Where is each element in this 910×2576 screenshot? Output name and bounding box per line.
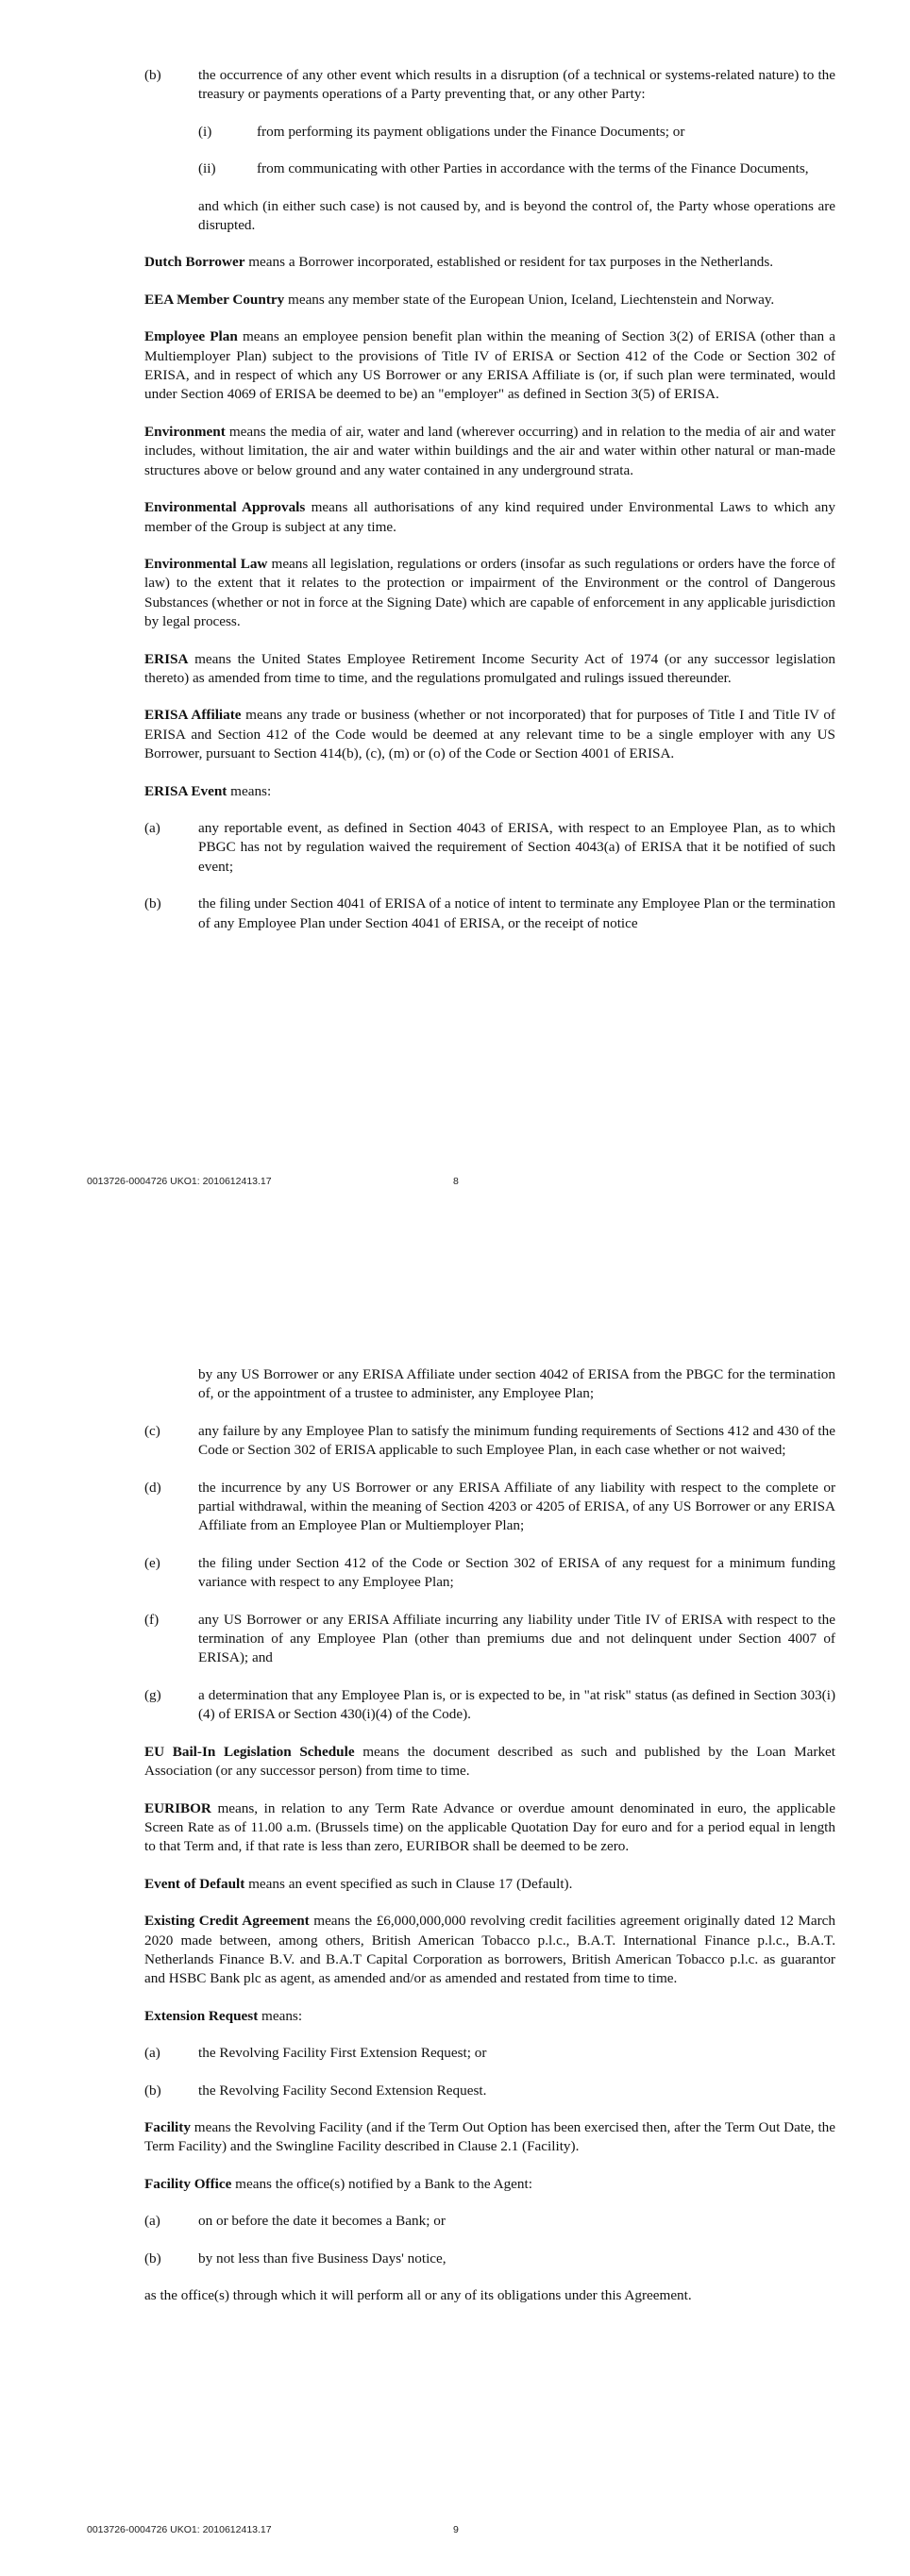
list-item xyxy=(144,2250,835,2268)
definition-text: means a Borrower incorporated, established or resident for tax purposes in the Netherlands. xyxy=(244,254,774,271)
document-reference: 0013726-0004726 UKO1: 2010612413.17 xyxy=(87,2524,272,2535)
definition xyxy=(144,2007,835,2026)
definition-text: means: xyxy=(258,2007,303,2024)
item-label: (ii) xyxy=(198,160,216,177)
item-text: the filing under Section 4041 of ERISA of a notice of intent to terminate any Employee Plan or the termination of any Employee Plan under Section 4041 of ERISA, or the receipt of notice xyxy=(198,895,835,931)
definition xyxy=(144,706,835,763)
item-text: the Revolving Facility First Extension Request; or xyxy=(198,2045,487,2062)
definition-text: means any trade or business (whether or not incorporated) that for purposes of Title I and Title IV of ERISA and Section 412 of the Code would be deemed at any relevant time to be a single employer with any US Borrower, pursuant to Section 414(b), (c), (m) or (o) of the Code or Section 4001 of ERISA. xyxy=(144,707,835,762)
defined-term: EEA Member Country xyxy=(144,291,285,308)
definition-text: means the United States Employee Retirement Income Security Act of 1974 (or any successor legislation thereto) as amended from time to time, and the regulations promulgated and rulings issued thereunder. xyxy=(144,650,835,686)
item-label: (b) xyxy=(144,2082,161,2099)
document-page-8 xyxy=(0,0,910,1274)
paragraph: by any US Borrower or any ERISA Affiliate under section 4042 of ERISA from the PBGC for the termination of, or the appointment of a trustee to administer, any Employee Plan; xyxy=(198,1366,835,1402)
definition-text: means the Revolving Facility (and if the Term Out Option has been exercised then, after the Term Out Date, the Term Facility) and the Swingline Facility described in Clause 2.1 (Facility). xyxy=(144,2118,835,2155)
item-text: by not less than five Business Days' notice, xyxy=(198,2250,447,2267)
defined-term: ERISA xyxy=(144,650,189,667)
definition-text: means an employee pension benefit plan within the meaning of Section 3(2) of ERISA (other than a Multiemployer Plan) subject to the provisions of Title IV of ERISA or Section 412 of the Code or Section 302 of ERISA, and in respect of which any US Borrower or any ERISA Affiliate is (or, if such plan were terminated, would under Section 4069 of ERISA be deemed to be) an "employer" as defined in Section 3(5) of ERISA. xyxy=(144,328,836,403)
page-body xyxy=(144,66,835,951)
paragraph: as the office(s) through which it will perform all or any of its obligations under this Agreement. xyxy=(144,2287,692,2303)
definition-text: means the office(s) notified by a Bank to the Agent: xyxy=(231,2175,532,2192)
item-text: from communicating with other Parties in accordance with the terms of the Finance Documents, xyxy=(257,160,809,177)
list-item xyxy=(144,2082,835,2100)
item-label: (g) xyxy=(144,1686,161,1703)
list-item xyxy=(144,1479,835,1536)
defined-term: Environment xyxy=(144,423,226,440)
definition-text: means the document described as such and published by the Loan Market Association (or any successor person) from time to time. xyxy=(144,1743,835,1780)
item-text: the incurrence by any US Borrower or any ERISA Affiliate of any liability with respect to the complete or partial withdrawal, within the meaning of Section 4203 or 4205 of ERISA, of any US Borrower or any ERISA Affiliate from an Employee Plan or Multiemployer Plan; xyxy=(198,1479,835,1534)
item-text: a determination that any Employee Plan is, or is expected to be, in "at risk" status (as defined in Section 303(i)(4) of ERISA or Section 430(i)(4) of the Code). xyxy=(198,1686,835,1723)
sub-list-item xyxy=(198,123,835,142)
defined-term: ERISA Event xyxy=(144,782,228,799)
definition-text: means all authorisations of any kind required under Environmental Laws to which any member of the Group is subject at any time. xyxy=(144,499,835,535)
definition xyxy=(144,1743,835,1781)
item-label: (e) xyxy=(144,1554,160,1571)
item-label: (i) xyxy=(198,123,212,140)
defined-term: EURIBOR xyxy=(144,1799,211,1816)
list-item xyxy=(144,2044,835,2063)
list-item xyxy=(144,2212,835,2231)
defined-term: Employee Plan xyxy=(144,328,238,345)
item-text: the filing under Section 412 of the Code or Section 302 of ERISA of any request for a minimum funding variance with respect to any Employee Plan; xyxy=(198,1554,835,1591)
list-item xyxy=(144,895,835,933)
defined-term: Environmental Approvals xyxy=(144,499,306,516)
item-label: (f) xyxy=(144,1611,160,1628)
definition xyxy=(144,2118,835,2157)
definition xyxy=(144,782,835,801)
defined-term: Existing Credit Agreement xyxy=(144,1913,310,1930)
defined-term: Facility Office xyxy=(144,2175,232,2192)
item-text: the Revolving Facility Second Extension Request. xyxy=(198,2082,487,2099)
defined-term: Event of Default xyxy=(144,1875,245,1892)
item-text: on or before the date it becomes a Bank; or xyxy=(198,2213,446,2230)
definition xyxy=(144,498,835,537)
definition xyxy=(144,2175,835,2194)
definition-text: means the £6,000,000,000 revolving credit facilities agreement originally dated 12 March 2020 made between, among others, British American Tobacco p.l.c., B.A.T. International Finance p.l.c., B.A.T. Netherlands Finance B.V. and B.A.T Capital Corporation as borrowers, British American Tobacco p.l.c. as guarantor and HSBC Bank plc as agent, as amended and/or as amended and restated from time to time. xyxy=(144,1913,835,1987)
paragraph: and which (in either such case) is not caused by, and is beyond the control of, the Party whose operations are disrupted. xyxy=(198,197,835,234)
definition-text: means the media of air, water and land (wherever occurring) and in relation to the media of air and water includes, without limitation, the air and water within buildings and the air and water within other natural or man-made structures above or below ground and any water contained in any underground strata. xyxy=(144,423,835,478)
page-number: 8 xyxy=(453,1176,459,1187)
definition xyxy=(144,253,835,272)
item-label: (b) xyxy=(144,2250,161,2267)
defined-term: Facility xyxy=(144,2118,191,2135)
defined-term: Dutch Borrower xyxy=(144,254,245,271)
item-label: (b) xyxy=(144,67,161,83)
definition xyxy=(144,327,835,405)
definition xyxy=(144,650,835,689)
definition xyxy=(144,555,835,632)
definition-text: means an event specified as such in Clause 17 (Default). xyxy=(244,1875,573,1892)
definition xyxy=(144,1912,835,1989)
page-body xyxy=(144,1365,835,2323)
item-label: (a) xyxy=(144,2045,160,2062)
defined-term: Environmental Law xyxy=(144,555,268,572)
sub-list-item xyxy=(198,159,835,178)
item-label: (b) xyxy=(144,895,161,912)
definition-text: means any member state of the European Union, Iceland, Liechtenstein and Norway. xyxy=(284,291,775,308)
item-label: (c) xyxy=(144,1422,160,1439)
item-text: the occurrence of any other event which results in a disruption (of a technical or systems-related nature) to the treasury or payments operations of a Party preventing that, or any other Party: xyxy=(198,67,835,103)
defined-term: Extension Request xyxy=(144,2007,259,2024)
item-label: (a) xyxy=(144,819,160,836)
item-text: any US Borrower or any ERISA Affiliate incurring any liability under Title IV of ERISA with respect to the termination of any Employee Plan (other than premiums due and not delinquent under Section 4007 of ERISA); and xyxy=(198,1611,835,1666)
definition-text: means, in relation to any Term Rate Advance or overdue amount denominated in euro, the applicable Screen Rate as of 11.00 a.m. (Brussels time) on the applicable Quotation Day for euro and for a period equal in length to that Term and, if that rate is less than zero, EURIBOR shall be deemed to be zero. xyxy=(144,1799,835,1855)
definition xyxy=(144,291,835,309)
item-text: any failure by any Employee Plan to satisfy the minimum funding requirements of Sections 412 and 430 of the Code or Section 302 of ERISA applicable to such Employee Plan, in each case whether or not waived; xyxy=(198,1422,835,1459)
definition xyxy=(144,1875,835,1894)
item-label: (d) xyxy=(144,1479,161,1496)
definition-text: means all legislation, regulations or orders (insofar as such regulations or orders have the force of law) to the extent that it relates to the protection or impairment of the Environment or the control of Dangerous Substances (whether or not in force at the Signing Date) which are capable of enforcement in any applicable jurisdiction by legal process. xyxy=(144,555,835,630)
document-reference: 0013726-0004726 UKO1: 2010612413.17 xyxy=(87,1176,272,1187)
list-item xyxy=(144,1422,835,1461)
document-page-9 xyxy=(0,1274,910,2576)
list-item xyxy=(144,1611,835,1668)
page-number: 9 xyxy=(453,2524,459,2535)
item-text: any reportable event, as defined in Section 4043 of ERISA, with respect to an Employee Plan, as to which PBGC has not by regulation waived the requirement of Section 4043(a) of ERISA that it be notified of such event; xyxy=(198,819,835,875)
item-label: (a) xyxy=(144,2213,160,2230)
list-item xyxy=(144,66,835,105)
item-text: from performing its payment obligations under the Finance Documents; or xyxy=(257,123,685,140)
list-item xyxy=(144,1686,835,1725)
definition-text: means: xyxy=(227,782,272,799)
definition xyxy=(144,1799,835,1857)
list-item xyxy=(144,1554,835,1593)
defined-term: EU Bail-In Legislation Schedule xyxy=(144,1743,355,1760)
defined-term: ERISA Affiliate xyxy=(144,707,242,724)
definition xyxy=(144,423,835,480)
list-item xyxy=(144,819,835,877)
